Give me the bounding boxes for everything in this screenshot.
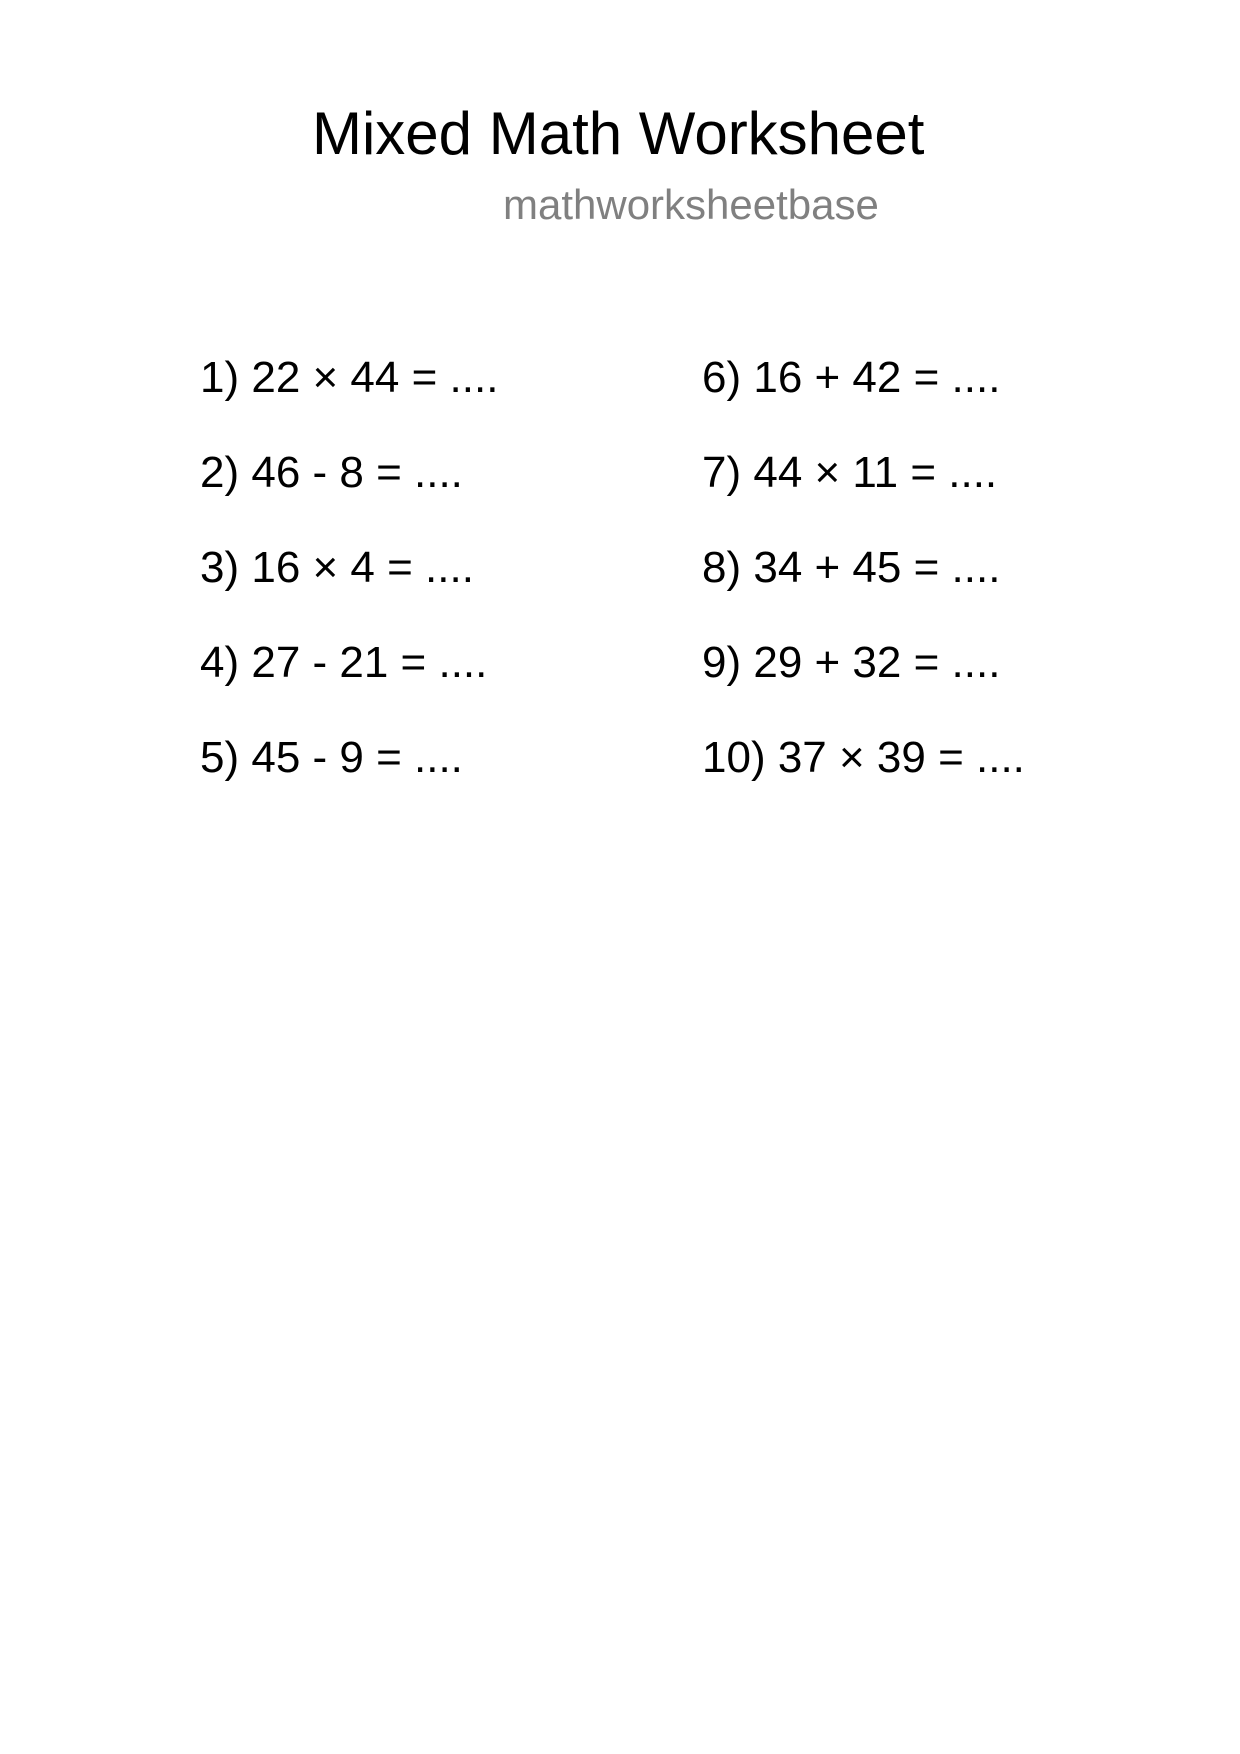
problem-grid <box>0 348 1240 848</box>
problem-item: 2) 46 - 8 = .... <box>200 448 463 497</box>
problem-column-right <box>702 348 1025 823</box>
problem-column-left <box>200 348 498 823</box>
problem-item: 8) 34 + 45 = .... <box>702 543 1001 592</box>
problem-item: 9) 29 + 32 = .... <box>702 638 1001 687</box>
problem-item: 10) 37 × 39 = .... <box>702 733 1025 782</box>
problem-item: 1) 22 × 44 = .... <box>200 353 499 402</box>
problem-item: 6) 16 + 42 = .... <box>702 353 1001 402</box>
problem-item: 7) 44 × 11 = .... <box>702 448 998 497</box>
problem-item: 3) 16 × 4 = .... <box>200 543 474 592</box>
problem-item: 5) 45 - 9 = .... <box>200 733 463 782</box>
problem-item: 4) 27 - 21 = .... <box>200 638 488 687</box>
page-title: Mixed Math Worksheet <box>312 100 925 167</box>
page-subtitle: mathworksheetbase <box>503 181 879 228</box>
